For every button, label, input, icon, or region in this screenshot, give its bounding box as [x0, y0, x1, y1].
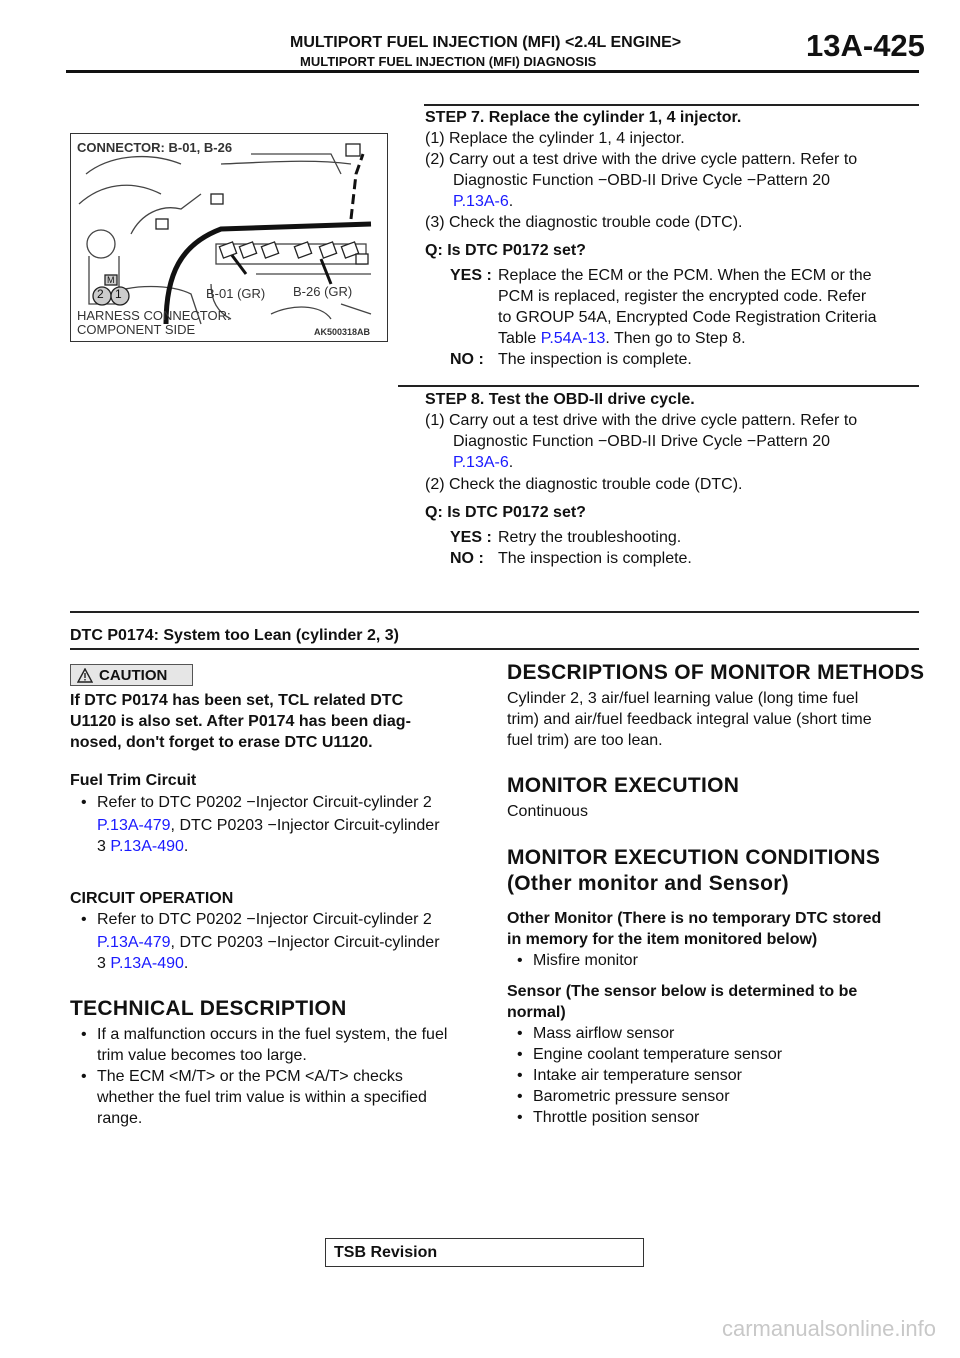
sensor-item-text: Throttle position sensor — [533, 1109, 700, 1126]
sensor-line2: normal) — [507, 1004, 566, 1021]
monitor-execution-value: Continuous — [507, 803, 588, 820]
step8-line1c-end: . — [508, 454, 514, 471]
monitor-methods-line3: fuel trim) are too lean. — [507, 732, 663, 749]
td-line2a: The ECM <M/T> or the PCM <A/T> checks — [97, 1068, 403, 1085]
circuit-operation-title: CIRCUIT OPERATION — [70, 890, 234, 907]
other-monitor-line2: in memory for the item monitored below) — [507, 931, 818, 948]
bullet-icon: • — [81, 794, 87, 811]
link-p13a479[interactable]: P.13A-479 — [97, 817, 171, 834]
caution-label: CAUTION — [99, 667, 168, 684]
sensor-item-text: Engine coolant temperature sensor — [533, 1046, 783, 1063]
figure-b26-label: B-26 (GR) — [293, 284, 353, 299]
conditions-title-line2: (Other monitor and Sensor) — [507, 872, 789, 895]
dtc-rule-bottom — [70, 648, 919, 650]
bullet-icon: • — [81, 1068, 87, 1085]
connector-figure — [70, 133, 388, 342]
figure-b01-label: B-01 (GR) — [206, 286, 266, 301]
other-monitor-item — [517, 950, 638, 971]
monitor-methods-line1: Cylinder 2, 3 air/fuel learning value (long time fuel — [507, 690, 859, 707]
fuel-trim-line1: Refer to DTC P0202 −Injector Circuit-cylinder 2 — [97, 794, 432, 811]
bullet-icon: • — [517, 1046, 523, 1063]
caution-badge — [70, 664, 193, 686]
sensor-item — [517, 1023, 675, 1044]
step8-line1b: Diagnostic Function −OBD-II Drive Cycle −Pattern 20 — [453, 433, 831, 450]
link-p13a490[interactable]: P.13A-490 — [110, 838, 184, 855]
sensor-item — [517, 1065, 742, 1086]
circuit-operation-line3 — [97, 953, 188, 974]
step7-no-label: NO : — [450, 351, 484, 368]
conditions-title-line1: MONITOR EXECUTION CONDITIONS — [507, 846, 881, 869]
figure-code: AK500318AB — [314, 327, 371, 337]
figure-pin-2: 2 — [97, 287, 104, 301]
bullet-icon: • — [517, 952, 523, 969]
caution-line2: U1120 is also set. After P0174 has been diag- — [70, 713, 411, 730]
warning-icon — [77, 668, 93, 683]
step8-yes-label: YES : — [450, 529, 492, 546]
link-p13a6[interactable]: P.13A-6 — [453, 193, 509, 210]
figure-m-label: M — [107, 275, 115, 285]
step8-line1c — [453, 452, 513, 473]
sensor-item — [517, 1044, 783, 1065]
step7-yes-line4b: . Then go to Step 8. — [605, 330, 746, 347]
sensor-line1: Sensor (The sensor below is determined to be — [507, 983, 858, 1000]
figure-pin-1: 1 — [115, 287, 122, 301]
fuel-trim-line2 — [97, 815, 440, 836]
header-title: MULTIPORT FUEL INJECTION (MFI) <2.4L ENGINE> — [290, 34, 682, 51]
sensor-item — [517, 1086, 730, 1107]
fuel-trim-line3a: 3 — [97, 838, 111, 855]
step7-line2c — [453, 191, 513, 212]
circuit-operation-line3a: 3 — [97, 955, 111, 972]
technical-description-title: TECHNICAL DESCRIPTION — [70, 997, 347, 1020]
figure-harness-line2: COMPONENT SIDE — [77, 322, 196, 337]
step7-line2a: (2) Carry out a test drive with the drive cycle pattern. Refer to — [425, 151, 858, 168]
tsb-revision-label: TSB Revision — [334, 1244, 438, 1261]
step7-line2b: Diagnostic Function −OBD-II Drive Cycle −Pattern 20 — [453, 172, 831, 189]
step7-question: Q: Is DTC P0172 set? — [425, 242, 586, 259]
watermark: carmanualsonline.info — [721, 1316, 936, 1341]
step7-line2c-end: . — [508, 193, 514, 210]
monitor-execution-title: MONITOR EXECUTION — [507, 774, 740, 797]
caution-line3: nosed, don't forget to erase DTC U1120. — [70, 734, 373, 751]
step7-yes-line3: to GROUP 54A, Encrypted Code Registration Criteria — [498, 309, 877, 326]
step7-line1: (1) Replace the cylinder 1, 4 injector. — [425, 130, 685, 147]
bullet-icon: • — [517, 1025, 523, 1042]
other-monitor-item-text: Misfire monitor — [533, 952, 638, 969]
circuit-operation-line1: Refer to DTC P0202 −Injector Circuit-cylinder 2 — [97, 911, 432, 928]
figure-harness-label — [77, 309, 231, 337]
figure-harness-line1: HARNESS CONNECTOR: — [77, 308, 231, 323]
step8-title: STEP 8. Test the OBD-II drive cycle. — [425, 391, 695, 408]
circuit-operation-line3b: . — [183, 955, 189, 972]
bullet-icon: • — [517, 1067, 523, 1084]
bullet-icon: • — [81, 911, 87, 928]
sensor-item-text: Intake air temperature sensor — [533, 1067, 742, 1084]
circuit-operation-line2-text: , DTC P0203 −Injector Circuit-cylinder — [170, 934, 440, 951]
sensor-item — [517, 1107, 700, 1128]
td-bullet-1 — [81, 1024, 448, 1045]
step7-yes-line4a: Table — [498, 330, 541, 347]
link-p13a490-2[interactable]: P.13A-490 — [110, 955, 184, 972]
link-p13a479-2[interactable]: P.13A-479 — [97, 934, 171, 951]
td-line2b: whether the fuel trim value is within a specified — [97, 1089, 427, 1106]
link-p54a13[interactable]: P.54A-13 — [540, 330, 606, 347]
td-line2c: range. — [97, 1110, 143, 1127]
step7-line3: (3) Check the diagnostic trouble code (DTC). — [425, 214, 743, 231]
monitor-methods-title: DESCRIPTIONS OF MONITOR METHODS — [507, 661, 925, 684]
dtc-title: DTC P0174: System too Lean (cylinder 2, 3) — [70, 627, 399, 644]
dtc-rule-top — [70, 611, 919, 613]
td-bullet-2 — [81, 1066, 403, 1087]
header-rule — [66, 70, 919, 73]
fuel-trim-line3 — [97, 836, 188, 857]
sensor-item-text: Barometric pressure sensor — [533, 1088, 730, 1105]
sensor-item-text: Mass airflow sensor — [533, 1025, 675, 1042]
link-p13a6-2[interactable]: P.13A-6 — [453, 454, 509, 471]
step8-no-line1: The inspection is complete. — [498, 550, 692, 567]
step7-yes-line2: PCM is replaced, register the encrypted code. Refer — [498, 288, 867, 305]
step8-question: Q: Is DTC P0172 set? — [425, 504, 586, 521]
header-subtitle: MULTIPORT FUEL INJECTION (MFI) DIAGNOSIS — [300, 54, 597, 69]
tsb-revision-box — [325, 1238, 644, 1267]
circuit-operation-bullet — [81, 909, 432, 930]
step7-rule — [424, 104, 919, 106]
figure-connector-label: CONNECTOR: B-01, B-26 — [77, 140, 233, 155]
bullet-icon: • — [81, 1026, 87, 1043]
fuel-trim-title: Fuel Trim Circuit — [70, 772, 197, 789]
step7-yes-label: YES : — [450, 267, 492, 284]
step8-rule — [398, 385, 919, 387]
caution-line1: If DTC P0174 has been set, TCL related DTC — [70, 692, 404, 709]
step8-no-label: NO : — [450, 550, 484, 567]
page-number: 13A-425 — [806, 28, 925, 63]
td-line1a: If a malfunction occurs in the fuel system, the fuel — [97, 1026, 448, 1043]
step8-line1a: (1) Carry out a test drive with the drive cycle pattern. Refer to — [425, 412, 858, 429]
bullet-icon: • — [517, 1109, 523, 1126]
circuit-operation-line2 — [97, 932, 440, 953]
step7-title: STEP 7. Replace the cylinder 1, 4 injector. — [425, 109, 742, 126]
fuel-trim-bullet — [81, 792, 432, 813]
other-monitor-line1: Other Monitor (There is no temporary DTC stored — [507, 910, 882, 927]
step7-yes-line4 — [498, 328, 746, 349]
fuel-trim-line3b: . — [183, 838, 189, 855]
step7-yes-line1: Replace the ECM or the PCM. When the ECM or the — [498, 267, 872, 284]
bullet-icon: • — [517, 1088, 523, 1105]
td-line1b: trim value becomes too large. — [97, 1047, 307, 1064]
monitor-methods-line2: trim) and air/fuel feedback integral value (short time — [507, 711, 872, 728]
step8-yes-line1: Retry the troubleshooting. — [498, 529, 682, 546]
step8-line2: (2) Check the diagnostic trouble code (DTC). — [425, 476, 743, 493]
step7-no-line1: The inspection is complete. — [498, 351, 692, 368]
fuel-trim-line2-text: , DTC P0203 −Injector Circuit-cylinder — [170, 817, 440, 834]
